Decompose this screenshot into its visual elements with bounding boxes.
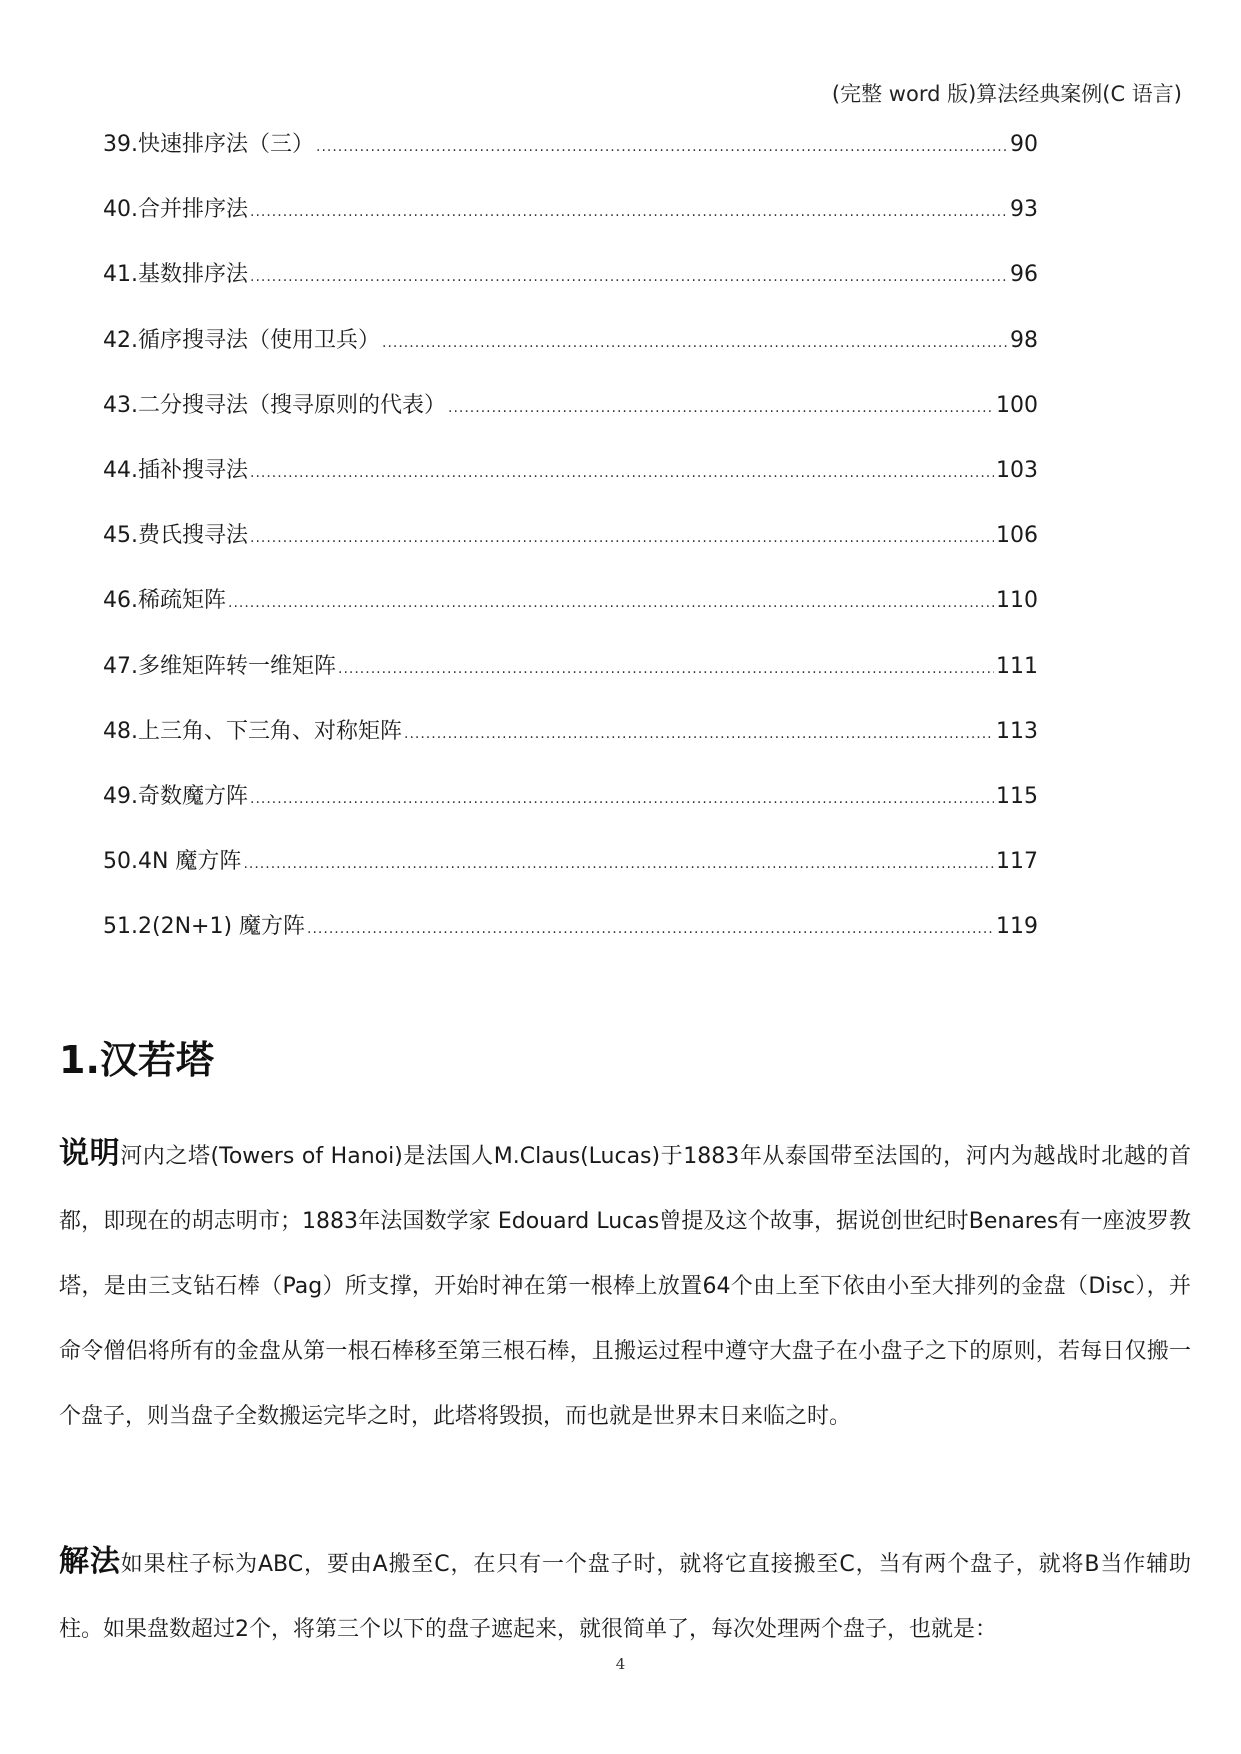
toc-entry-page: 119 — [996, 914, 1038, 940]
toc-entry[interactable] — [103, 652, 1038, 717]
toc-entry-label: 43.二分搜寻法（搜寻原则的代表） — [103, 392, 446, 418]
toc-dot-leader — [316, 132, 1008, 162]
toc-entry-label: 39.快速排序法（三） — [103, 132, 314, 157]
toc-entry-label: 41.基数排序法 — [103, 262, 248, 288]
toc-dot-leader — [448, 393, 994, 423]
toc-dot-leader — [250, 784, 994, 814]
toc-entry-label: 51.2(2N+1) 魔方阵 — [103, 914, 306, 940]
toc-entry[interactable] — [103, 912, 1038, 977]
solution-text: 如果柱子标为ABC，要由A搬至C，在只有一个盘子时，就将它直接搬至C，当有两个盘子，就将B当作辅助柱。如果盘数超过2个，将第三个以下的盘子遮起来，就很简单了，每次处理两个盘子，也就是： — [59, 1552, 1191, 1642]
toc-entry-page: 115 — [996, 783, 1038, 809]
toc-entry[interactable] — [103, 717, 1038, 782]
toc-dot-leader — [382, 328, 1008, 358]
toc-entry[interactable] — [103, 195, 1038, 260]
page-number: 4 — [615, 1655, 626, 1673]
toc-dot-leader — [243, 849, 994, 879]
table-of-contents — [103, 130, 1038, 977]
toc-dot-leader — [307, 914, 994, 944]
toc-entry-page: 98 — [1010, 327, 1038, 353]
toc-entry[interactable] — [103, 456, 1038, 521]
toc-entry-label: 44.插补搜寻法 — [103, 457, 248, 483]
toc-entry-label: 50.4N 魔方阵 — [103, 849, 242, 875]
toc-entry-page: 117 — [996, 849, 1038, 875]
toc-dot-leader — [228, 588, 994, 618]
toc-entry[interactable] — [103, 260, 1038, 325]
solution-paragraph — [59, 1529, 1191, 1662]
toc-entry-page: 103 — [996, 457, 1038, 483]
toc-entry-label: 45.费氏搜寻法 — [103, 523, 248, 549]
toc-entry[interactable] — [103, 782, 1038, 847]
toc-dot-leader — [404, 719, 994, 749]
toc-entry[interactable] — [103, 391, 1038, 456]
toc-dot-leader — [250, 523, 994, 553]
toc-entry[interactable] — [103, 326, 1038, 391]
toc-entry-label: 47.多维矩阵转一维矩阵 — [103, 653, 336, 679]
toc-entry[interactable] — [103, 130, 1038, 195]
toc-entry-label: 40.合并排序法 — [103, 197, 248, 223]
toc-dot-leader — [338, 654, 994, 684]
toc-entry-label: 42.循序搜寻法（使用卫兵） — [103, 327, 380, 353]
toc-entry[interactable] — [103, 586, 1038, 651]
toc-entry[interactable] — [103, 847, 1038, 912]
toc-entry-page: 110 — [996, 588, 1038, 614]
toc-entry-page: 106 — [996, 523, 1038, 549]
toc-entry-page: 96 — [1010, 262, 1038, 288]
toc-entry-page: 113 — [996, 718, 1038, 744]
toc-entry-page: 111 — [996, 653, 1038, 679]
toc-entry-label: 49.奇数魔方阵 — [103, 783, 248, 809]
description-text: 河内之塔(Towers of Hanoi)是法国人M.Claus(Lucas)于1883年从泰国带至法国的，河内为越战时北越的首都，即现在的胡志明市；1883年法国数学家 Edouard Lucas曾提及这个故事，据说创世纪时Benares有一座波罗教塔，是由三支钻石棒（Pag）所支撑，开始时神在第一根棒上放置64个由上至下依由小至大排列的金盘（Disc），并命令僧侣将所有的金盘从第一根石棒移至第三根石棒，且搬运过程中遵守大盘子在小盘子之下的原则，若每日仅搬一个盘子，则当盘子全数搬运完毕之时，此塔将毁损，而也就是世界末日来临之时。 — [59, 1144, 1192, 1429]
description-lead: 说明 — [59, 1136, 121, 1171]
toc-entry-page: 100 — [996, 392, 1038, 418]
toc-entry-label: 46.稀疏矩阵 — [103, 588, 226, 614]
toc-entry-page: 90 — [1010, 132, 1038, 157]
solution-lead: 解法 — [59, 1544, 121, 1579]
toc-entry[interactable] — [103, 521, 1038, 586]
toc-entry-label: 48.上三角、下三角、对称矩阵 — [103, 718, 402, 744]
toc-entry-page: 93 — [1010, 197, 1038, 223]
section-title: 1.汉若塔 — [59, 1038, 214, 1082]
description-paragraph — [59, 1121, 1191, 1449]
toc-dot-leader — [250, 197, 1008, 227]
toc-dot-leader — [250, 262, 1008, 292]
page-header: (完整 word 版)算法经典案例(C 语言) — [831, 82, 1182, 106]
toc-dot-leader — [250, 458, 994, 488]
